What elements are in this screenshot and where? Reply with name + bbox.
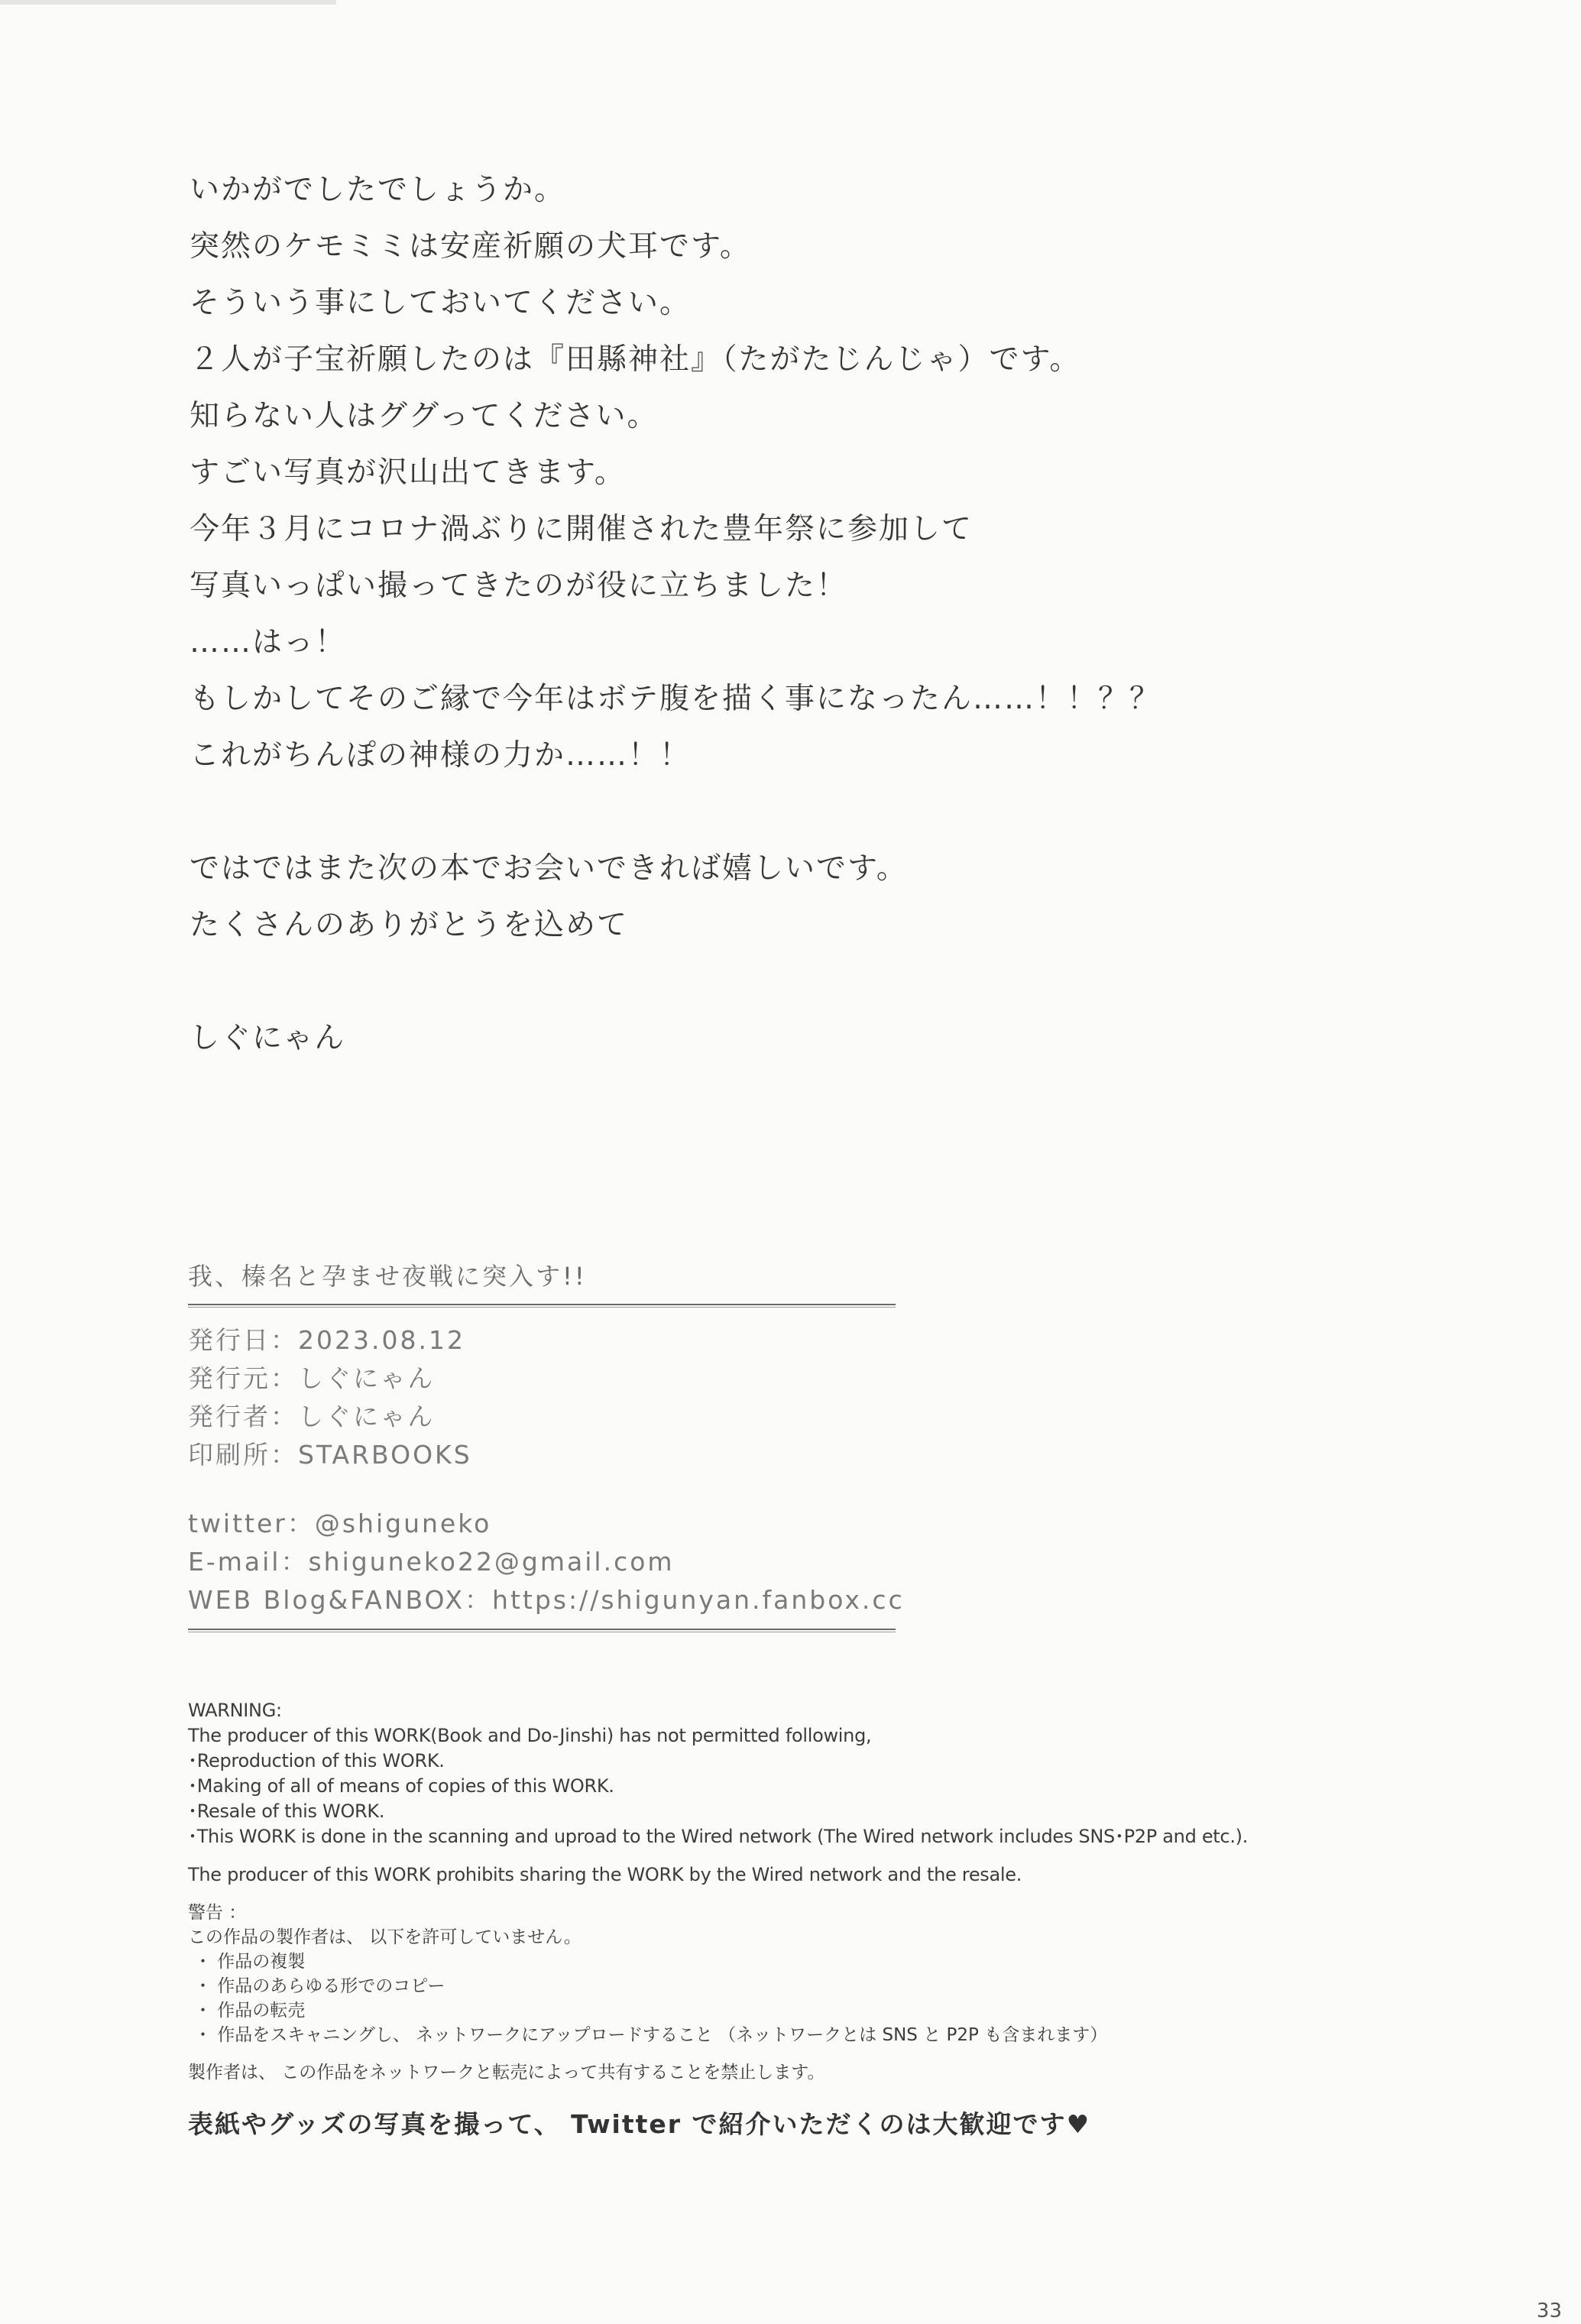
- warning-spacer: [188, 1849, 1426, 1862]
- twitter-promo: [188, 2105, 1426, 2141]
- colophon-divider: [188, 1629, 896, 1632]
- warning-jp-intro: この作品の製作者は、 以下を許可していません。: [188, 1927, 582, 1947]
- book-title: 我、榛名と孕ませ夜戦に突入す!!: [188, 1262, 587, 1291]
- warning-note: The producer of this WORK prohibits sharing the WORK by the Wired network and the resale.: [188, 1864, 1022, 1885]
- afterword-line: 写真いっぱい撮ってきたのが役に立ちました！: [190, 569, 848, 603]
- author-signature: しぐにゃん: [190, 1021, 346, 1055]
- printer: 印刷所：STARBOOKS: [188, 1440, 472, 1470]
- email-address: E-mail：shiguneko22@gmail.com: [188, 1547, 675, 1577]
- warning-item: ･Resale of this WORK.: [188, 1801, 385, 1822]
- warning-item: ･Making of all of means of copies of this WORK.: [188, 1775, 614, 1797]
- publication-info: [188, 1321, 906, 1474]
- closing-line: ではではまた次の本でお会いできれば嬉しいです。: [190, 851, 908, 886]
- afterword-line: ……はっ！: [190, 625, 347, 660]
- afterword-line: 知らない人はググってください。: [190, 399, 659, 433]
- warning-jp-item: ・ 作品のあらゆる形でのコピー: [194, 1976, 445, 1996]
- publisher: 発行元：しぐにゃん: [188, 1363, 436, 1393]
- warning-heading: WARNING:: [188, 1700, 282, 1721]
- scan-edge-mark: [0, 0, 336, 5]
- afterword-line: もしかしてそのご縁で今年はボテ腹を描く事になったん……！！？？: [190, 682, 1161, 716]
- warning-jp-heading: 警告 ：: [188, 1903, 247, 1923]
- afterword-line: いかがでしたでしょうか。: [190, 173, 566, 207]
- afterword-line: そういう事にしておいてください。: [190, 286, 692, 320]
- warning-jp-item: ・ 作品をスキャニングし、 ネットワークにアップロードすること （ネットワークとは SNS と P2P も含まれます）: [194, 2025, 1108, 2045]
- copyright-warning: [188, 1698, 1426, 2141]
- page-number: 33: [1536, 2300, 1562, 2322]
- twitter-handle: twitter：@shiguneko: [188, 1509, 492, 1538]
- web-link: WEB Blog&FANBOX：https://shigunyan.fanbox.cc: [188, 1585, 905, 1615]
- colophon-divider: [188, 1304, 896, 1308]
- heart-icon: ♥: [1066, 2109, 1091, 2139]
- publish-date: 発行日：2023.08.12: [188, 1325, 465, 1355]
- paragraph-gap: [190, 954, 1382, 1010]
- afterword-line: これがちんぽの神様の力か……！！: [190, 738, 692, 773]
- afterword: [190, 162, 1382, 1067]
- warning-item: ･Reproduction of this WORK.: [188, 1750, 445, 1771]
- colophon: [188, 1253, 906, 1632]
- warning-spacer: [188, 2047, 1426, 2060]
- afterword-line: ２人が子宝祈願したのは『田縣神社』（たがたじんじゃ）です。: [190, 342, 1081, 377]
- warning-item: ･This WORK is done in the scanning and uproad to the Wired network (The Wired network includes SNS･P2P and etc.).: [188, 1826, 1249, 1847]
- closing-line: たくさんのありがとうを込めて: [190, 908, 629, 942]
- warning-jp-item: ・ 作品の複製: [194, 1952, 306, 1972]
- warning-jp-note: 製作者は、 この作品をネットワークと転売によって共有することを禁止します。: [188, 2063, 825, 2083]
- paragraph-gap: [190, 784, 1382, 841]
- afterword-line: 突然のケモミミは安産祈願の犬耳です。: [190, 229, 751, 264]
- afterword-line: すごい写真が沢山出てきます。: [190, 455, 626, 490]
- contact-info: [188, 1505, 906, 1619]
- promo-text: 表紙やグッズの写真を撮って、 Twitter で紹介いただくのは大歓迎です: [188, 2109, 1067, 2139]
- warning-jp-item: ・ 作品の転売: [194, 2001, 306, 2021]
- afterword-line: 今年３月にコロナ渦ぶりに開催された豊年祭に参加して: [190, 512, 974, 546]
- issuer: 発行者：しぐにゃん: [188, 1402, 436, 1431]
- warning-intro: The producer of this WORK(Book and Do-Jinshi) has not permitted following,: [188, 1725, 872, 1746]
- warning-spacer: [188, 1888, 1426, 1901]
